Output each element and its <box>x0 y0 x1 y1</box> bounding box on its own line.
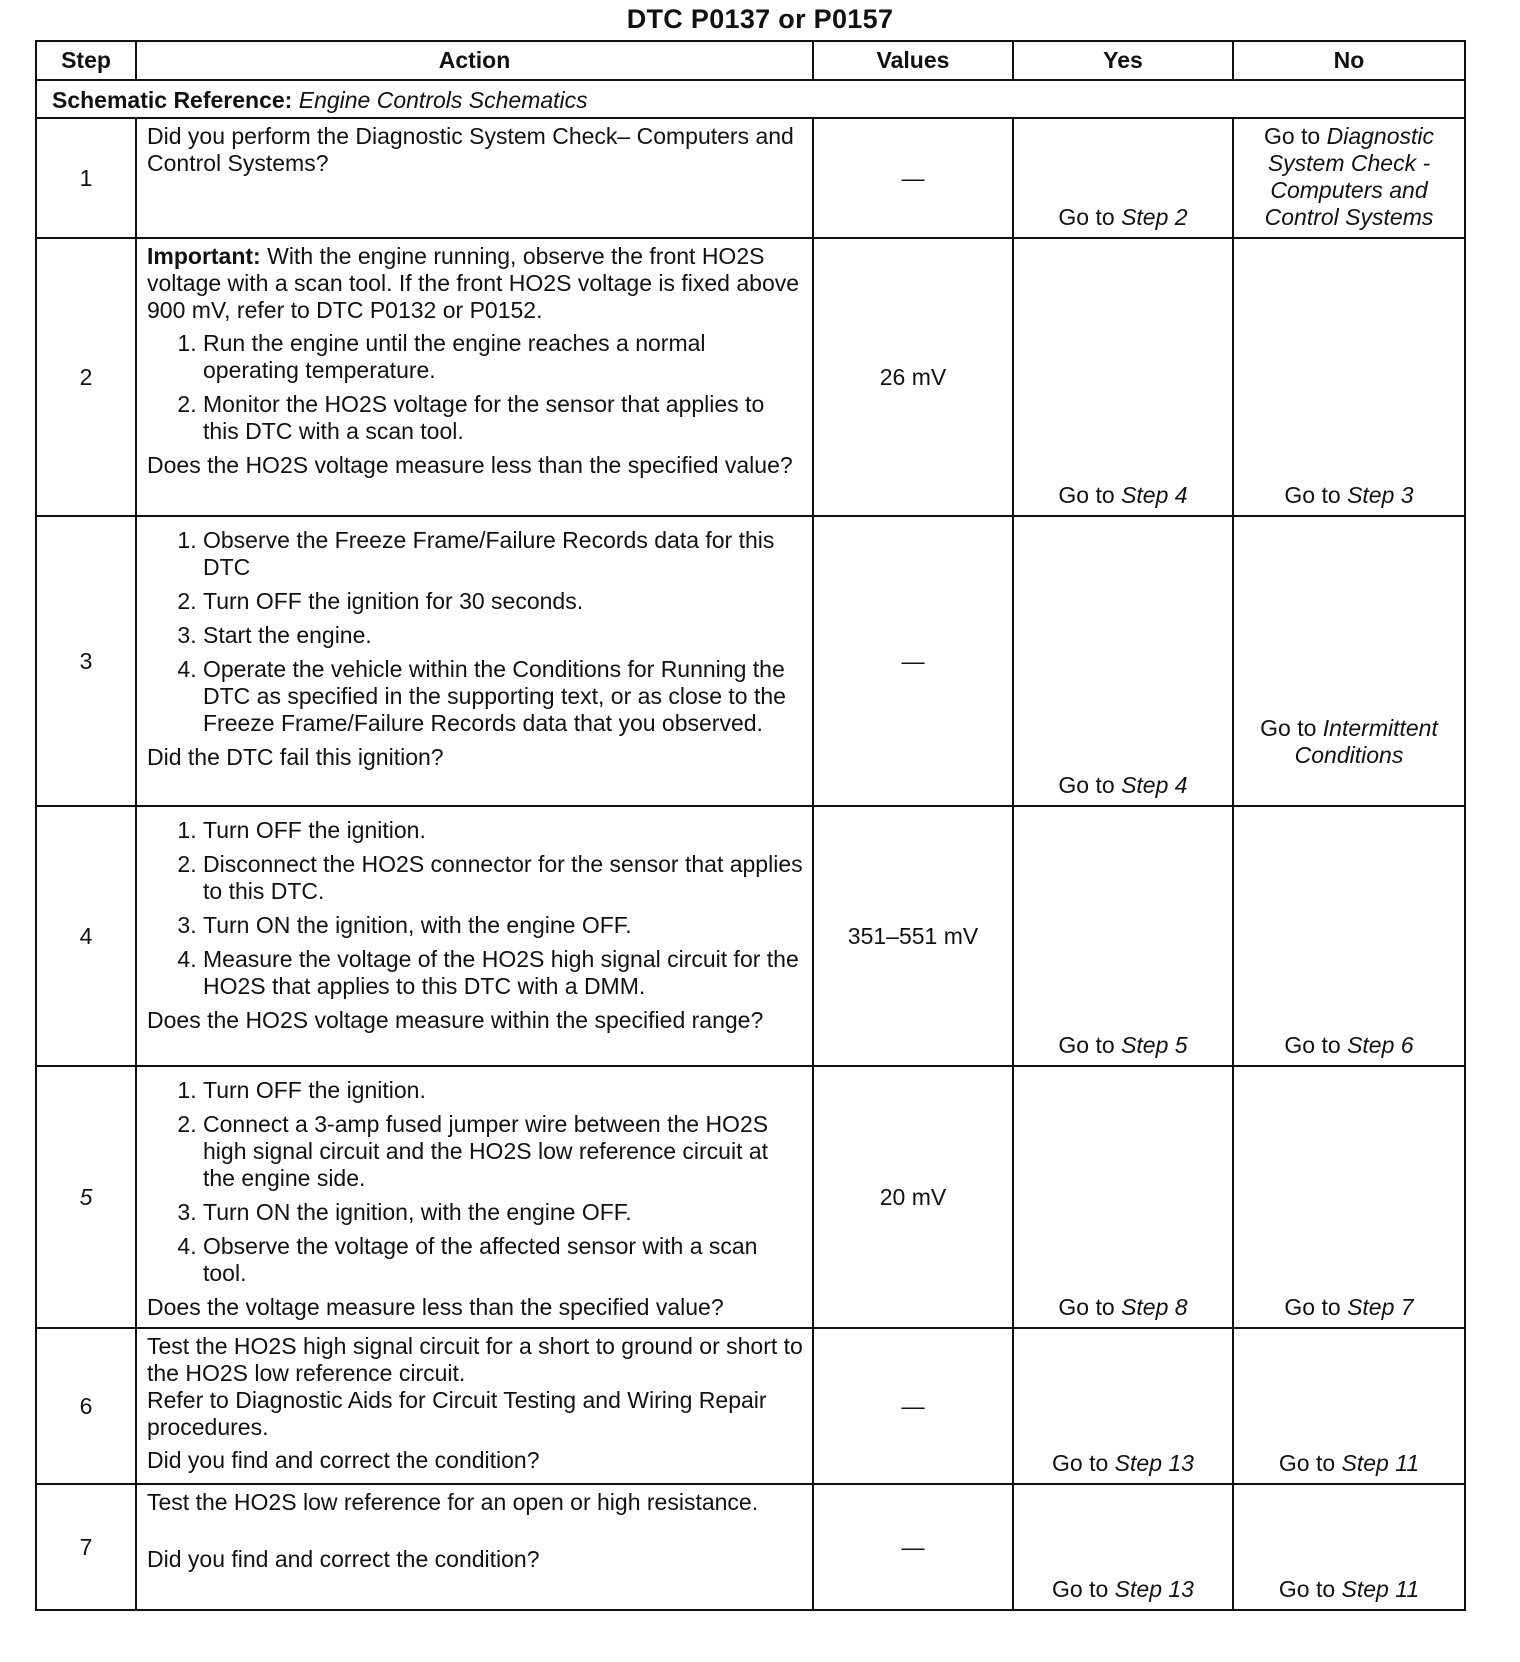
go-to-label: Go to <box>1052 1450 1109 1476</box>
header-step: Step <box>36 41 136 80</box>
no-cell <box>1233 238 1465 516</box>
list-item: 1. Turn OFF the ignition. <box>203 817 804 844</box>
no-cell <box>1233 1484 1465 1610</box>
value-cell: 26 mV <box>813 238 1013 516</box>
value-cell: — <box>813 1484 1013 1610</box>
no-link[interactable]: Step 11 <box>1341 1576 1420 1602</box>
value-cell: — <box>813 516 1013 806</box>
yes-link[interactable]: Step 13 <box>1114 1576 1194 1602</box>
go-to-label: Go to <box>1058 482 1115 508</box>
go-to-label: Go to <box>1052 1576 1109 1602</box>
header-values: Values <box>813 41 1013 80</box>
go-to-label: Go to <box>1260 715 1317 741</box>
list-item: 2. Disconnect the HO2S connector for the sensor that applies to this DTC. <box>203 851 804 905</box>
go-to-label: Go to <box>1284 482 1341 508</box>
action-cell <box>136 118 813 238</box>
no-link[interactable]: Intermittent Conditions <box>1294 715 1438 768</box>
go-to-label: Go to <box>1263 123 1321 149</box>
yes-cell <box>1013 118 1233 238</box>
procedure-list <box>147 817 804 1000</box>
go-to-label: Go to <box>1284 1294 1341 1320</box>
procedure-list <box>147 1077 804 1287</box>
value-cell: 20 mV <box>813 1066 1013 1328</box>
action-cell <box>136 516 813 806</box>
no-cell <box>1233 1328 1465 1484</box>
list-item: 4. Operate the vehicle within the Conditions for Running the DTC as specified in the supporting text, or as close to the Freeze Frame/Failure Records data that you observed. <box>203 656 804 737</box>
go-to-label: Go to <box>1058 204 1115 230</box>
question-text: Did the DTC fail this ignition? <box>147 744 444 770</box>
yes-link[interactable]: Step 4 <box>1121 772 1188 798</box>
schematic-label: Schematic Reference: <box>52 86 293 113</box>
step-number: 2 <box>36 238 136 516</box>
table-row <box>36 1484 1465 1610</box>
go-to-label: Go to <box>1284 1032 1341 1058</box>
go-to-label: Go to <box>1058 772 1115 798</box>
list-item: 2. Monitor the HO2S voltage for the sensor that applies to this DTC with a scan tool. <box>203 391 804 445</box>
step-number: 6 <box>36 1328 136 1484</box>
no-cell <box>1233 516 1465 806</box>
action-cell <box>136 1484 813 1610</box>
question-text: Did you find and correct the condition? <box>147 1546 540 1572</box>
question-text: Does the HO2S voltage measure within the specified range? <box>147 1007 764 1033</box>
yes-link[interactable]: Step 8 <box>1121 1294 1188 1320</box>
no-link[interactable]: Diagnostic System Check - Computers and Control Systems <box>1264 123 1435 230</box>
no-link[interactable]: Step 6 <box>1347 1032 1414 1058</box>
action-cell <box>136 806 813 1066</box>
action-cell <box>136 1328 813 1484</box>
go-to-label: Go to <box>1278 1576 1336 1602</box>
list-item: 3. Start the engine. <box>203 622 804 649</box>
yes-link[interactable]: Step 2 <box>1121 204 1188 230</box>
go-to-label: Go to <box>1058 1294 1115 1320</box>
yes-link[interactable]: Step 5 <box>1121 1032 1188 1058</box>
list-item: 2. Connect a 3-amp fused jumper wire between the HO2S high signal circuit and the HO2S low reference circuit at the engine side. <box>203 1111 804 1192</box>
action-text: Test the HO2S low reference for an open or high resistance. <box>147 1489 759 1515</box>
list-item: 1. Run the engine until the engine reaches a normal operating temperature. <box>203 330 804 384</box>
no-link[interactable]: Step 7 <box>1347 1294 1414 1320</box>
list-item: 2. Turn OFF the ignition for 30 seconds. <box>203 588 804 615</box>
value-cell: — <box>813 1328 1013 1484</box>
go-to-label: Go to <box>1058 1032 1115 1058</box>
table-row <box>36 516 1465 806</box>
list-item: 3. Turn ON the ignition, with the engine OFF. <box>203 1199 804 1226</box>
yes-cell <box>1013 1328 1233 1484</box>
page-title: DTC P0137 or P0157 <box>626 4 894 34</box>
no-cell <box>1233 806 1465 1066</box>
diagnostic-table <box>35 40 1466 1611</box>
action-cell <box>136 1066 813 1328</box>
important-label: Important: <box>147 243 261 269</box>
value-cell: — <box>813 118 1013 238</box>
procedure-list <box>147 330 804 445</box>
schematic-reference <box>36 80 1465 118</box>
table-row <box>36 1066 1465 1328</box>
yes-link[interactable]: Step 13 <box>1114 1450 1194 1476</box>
no-link[interactable]: Step 11 <box>1341 1450 1420 1476</box>
table-row <box>36 118 1465 238</box>
no-link[interactable]: Step 3 <box>1347 482 1414 508</box>
list-item: 1. Turn OFF the ignition. <box>203 1077 804 1104</box>
header-no: No <box>1233 41 1465 80</box>
list-item: 4. Observe the voltage of the affected sensor with a scan tool. <box>203 1233 804 1287</box>
action-text: Test the HO2S high signal circuit for a short to ground or short to the HO2S low reference circuit. <box>147 1333 803 1386</box>
list-item: 3. Turn ON the ignition, with the engine OFF. <box>203 912 804 939</box>
question-text: Does the voltage measure less than the specified value? <box>147 1294 724 1320</box>
procedure-list <box>147 527 804 737</box>
action-text: Did you perform the Diagnostic System Check– Computers and Control Systems? <box>147 123 794 176</box>
question-text: Does the HO2S voltage measure less than the specified value? <box>147 452 793 478</box>
yes-cell <box>1013 1066 1233 1328</box>
yes-cell <box>1013 516 1233 806</box>
schematic-link[interactable]: Engine Controls Schematics <box>298 86 588 113</box>
table-row <box>36 806 1465 1066</box>
action-cell <box>136 238 813 516</box>
action-text <box>147 243 804 324</box>
yes-cell <box>1013 806 1233 1066</box>
header-action: Action <box>136 41 813 80</box>
table-row <box>36 1328 1465 1484</box>
note-text: Refer to Diagnostic Aids for Circuit Testing and Wiring Repair procedures. <box>147 1387 767 1440</box>
step-number: 5 <box>36 1066 136 1328</box>
no-cell <box>1233 1066 1465 1328</box>
yes-cell <box>1013 1484 1233 1610</box>
step-number: 3 <box>36 516 136 806</box>
list-item: 1. Observe the Freeze Frame/Failure Records data for this DTC <box>203 527 804 581</box>
step-number: 4 <box>36 806 136 1066</box>
important-text: With the engine running, observe the front HO2S voltage with a scan tool. If the front HO2S voltage is fixed above 900 mV, refer to DTC P0132 or P0152. <box>147 243 800 323</box>
no-cell <box>1233 118 1465 238</box>
list-item: 4. Measure the voltage of the HO2S high signal circuit for the HO2S that applies to this DTC with a DMM. <box>203 946 804 1000</box>
question-text: Did you find and correct the condition? <box>147 1447 540 1473</box>
step-number: 1 <box>36 118 136 238</box>
go-to-label: Go to <box>1278 1450 1336 1476</box>
value-cell: 351–551 mV <box>813 806 1013 1066</box>
schematic-row <box>36 80 1465 118</box>
header-yes: Yes <box>1013 41 1233 80</box>
yes-link[interactable]: Step 4 <box>1121 482 1188 508</box>
header-row <box>36 41 1465 80</box>
yes-cell <box>1013 238 1233 516</box>
step-number: 7 <box>36 1484 136 1610</box>
table-row <box>36 238 1465 516</box>
